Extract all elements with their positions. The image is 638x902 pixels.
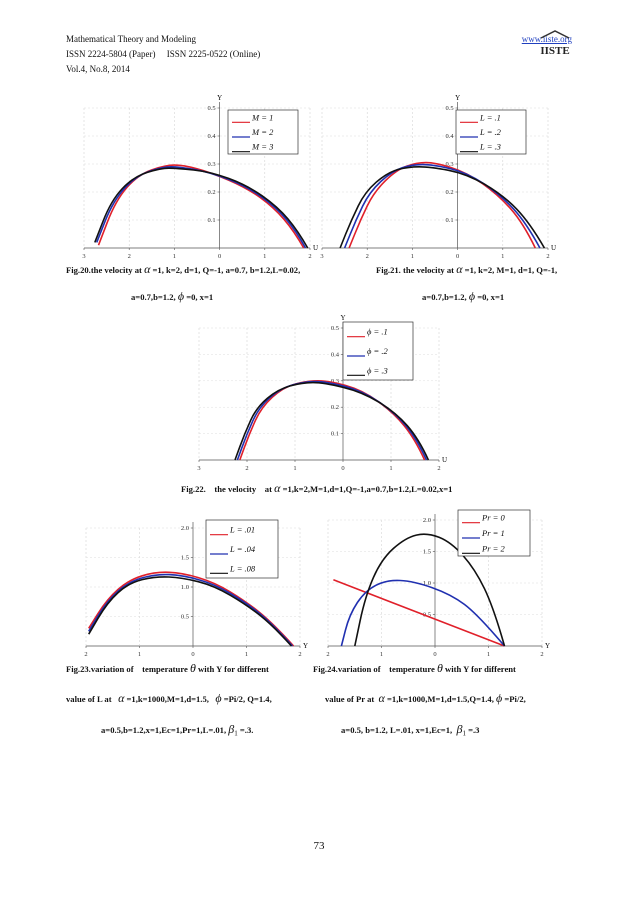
legend-label: L = .01 xyxy=(230,524,256,535)
y-tick-label: 0.3 xyxy=(330,377,339,385)
x-tick-label: 1 xyxy=(486,651,491,658)
caption-fig21-line2 xyxy=(422,291,504,303)
y-tick-label: 2.0 xyxy=(422,517,431,524)
x-tick-label: 0 xyxy=(191,651,195,658)
series-line xyxy=(89,572,294,646)
theta-symbol: θ xyxy=(436,661,443,675)
y-tick-label: 0.5 xyxy=(445,105,454,112)
y-tick-label: 0.4 xyxy=(207,133,216,140)
x-tick-label: 0 xyxy=(217,253,222,260)
series-line xyxy=(89,577,292,646)
x-tick-label: 1 xyxy=(172,253,177,260)
legend-label: Pr = 0 xyxy=(482,512,505,523)
x-tick-label: 0 xyxy=(455,253,460,260)
caption-fig23-rest: with Y for different xyxy=(198,664,269,674)
legend-label: Pr = 1 xyxy=(482,528,505,538)
caption-fig23-line2a: value of L at xyxy=(66,694,112,704)
x-tick-label: 3 xyxy=(82,253,86,260)
legend-label: L = .04 xyxy=(230,544,256,554)
caption-fig23-line3b: =.3. xyxy=(239,725,254,735)
y-tick-label: 0.5 xyxy=(330,325,339,332)
series-line xyxy=(240,381,425,460)
alpha-symbol: α xyxy=(456,262,463,276)
y-tick-label: 1.0 xyxy=(422,580,431,587)
legend-label: ϕ = .3 xyxy=(367,365,388,376)
caption-fig24-line2c: =Pi/2, xyxy=(504,694,526,704)
alpha-symbol: α xyxy=(144,262,151,276)
x-tick-label: 2 xyxy=(365,253,369,260)
legend-label: M = 2 xyxy=(252,127,274,137)
x-tick-label: 1 xyxy=(389,465,393,472)
caption-fig23-line2b: =1,k=1000,M=1,d=1.5, xyxy=(126,694,209,704)
x-tick-label: 2 xyxy=(326,651,330,658)
caption-fig22-params: =1,k=2,M=1,d=1,Q=-1,a=0.7,b=1.2,L=0.02,x=1 xyxy=(282,484,453,494)
caption-fig24-line2 xyxy=(325,693,526,705)
y-tick-label: 0.5 xyxy=(422,611,431,619)
y-tick-label: 0.4 xyxy=(330,351,339,359)
x-tick-label: 2 xyxy=(437,465,441,472)
x-tick-label: 2 xyxy=(540,651,544,658)
legend-label: ϕ = .2 xyxy=(367,346,388,356)
y-tick-label: 0.5 xyxy=(207,105,216,112)
x-tick-label: 2 xyxy=(298,651,302,658)
caption-fig21 xyxy=(376,264,557,276)
beta-symbol: β xyxy=(456,722,463,736)
page-number: 73 xyxy=(313,840,325,852)
y-tick-label: 0.1 xyxy=(445,217,454,224)
caption-fig21-line2b: =0, x=1 xyxy=(477,292,505,302)
x-tick-label: 2 xyxy=(127,253,131,260)
alpha-symbol: α xyxy=(118,691,125,705)
y-axis-label: Y xyxy=(217,94,223,102)
x-axis-label: U xyxy=(313,244,319,252)
series-line xyxy=(345,165,540,248)
x-tick-label: 1 xyxy=(293,465,297,472)
phi-symbol: ϕ xyxy=(496,691,503,705)
x-tick-label: 1 xyxy=(379,651,384,658)
caption-fig24-title: Fig.24.variation of temperature xyxy=(313,664,435,674)
phi-symbol: ϕ xyxy=(468,289,476,303)
series-line xyxy=(97,167,306,248)
chart-fig22 xyxy=(193,314,453,474)
caption-fig24-line3b: =.3 xyxy=(468,725,480,735)
chart-fig21 xyxy=(316,92,564,262)
beta-subscript: 1 xyxy=(462,729,466,738)
series-line xyxy=(89,575,293,646)
series-line xyxy=(333,580,504,646)
caption-fig23-line2c: =Pi/2, Q=1.4, xyxy=(223,694,272,704)
legend-label: Pr = 2 xyxy=(482,543,505,554)
theta-symbol: θ xyxy=(189,661,196,675)
beta-subscript: 1 xyxy=(234,729,238,738)
x-tick-label: 2 xyxy=(546,253,550,260)
phi-symbol: ϕ xyxy=(215,691,222,705)
x-tick-label: 2 xyxy=(84,651,88,658)
beta-symbol: β xyxy=(228,722,235,736)
caption-fig20 xyxy=(66,264,300,276)
y-tick-label: 1.5 xyxy=(422,548,431,556)
issn-line: ISSN 2224-5804 (Paper) ISSN 2225-0522 (Online) xyxy=(66,49,261,59)
caption-fig21-line2a: a=0.7,b=1.2, xyxy=(422,292,467,302)
y-tick-label: 1.0 xyxy=(180,584,189,591)
series-line xyxy=(349,163,535,248)
caption-fig22 xyxy=(181,483,452,495)
legend-label: L = .2 xyxy=(480,127,501,137)
caption-fig20-title: Fig.20.the velocity at xyxy=(66,265,142,275)
legend-label: M = 3 xyxy=(252,141,274,152)
y-tick-label: 0.2 xyxy=(330,404,339,412)
y-tick-label: 2.0 xyxy=(180,525,189,532)
y-tick-label: 0.4 xyxy=(445,133,454,140)
x-tick-label: 1 xyxy=(410,253,415,260)
x-tick-label: 1 xyxy=(263,253,267,260)
phi-symbol: ϕ xyxy=(177,289,185,303)
x-tick-label: 2 xyxy=(245,465,249,472)
caption-fig20-line2b: =0, x=1 xyxy=(186,292,214,302)
caption-fig23-line3 xyxy=(101,724,253,740)
y-tick-label: 0.1 xyxy=(330,430,339,438)
series-line xyxy=(237,382,426,460)
chart-fig24 xyxy=(320,508,560,658)
iiste-logo xyxy=(538,30,572,60)
y-tick-label: 0.5 xyxy=(180,613,189,621)
chart-fig23 xyxy=(78,518,318,658)
caption-fig24 xyxy=(313,663,516,675)
y-axis-label: Y xyxy=(455,94,461,102)
x-axis-label: Y xyxy=(545,642,551,650)
x-tick-label: 3 xyxy=(320,253,324,260)
x-tick-label: 1 xyxy=(137,651,142,658)
caption-fig24-line2b: =1,k=1000,M=1,d=1.5,Q=1.4, xyxy=(387,694,494,704)
journal-title: Mathematical Theory and Modeling xyxy=(66,34,197,44)
legend-label: M = 1 xyxy=(252,112,274,123)
x-tick-label: 3 xyxy=(197,465,201,472)
caption-fig20-params: =1, k=2, d=1, Q=-1, a=0.7, b=1.2,L=0.02, xyxy=(152,265,301,275)
caption-fig21-params: =1, k=2, M=1, d=1, Q=-1, xyxy=(464,265,558,275)
legend-label: ϕ = .1 xyxy=(367,326,388,337)
y-tick-label: 0.2 xyxy=(207,189,216,196)
x-axis-label: U xyxy=(551,244,557,252)
legend-label: L = .08 xyxy=(230,563,256,574)
caption-fig24-line3 xyxy=(341,724,479,740)
caption-fig20-line2 xyxy=(131,291,213,303)
alpha-symbol: α xyxy=(378,691,385,705)
y-tick-label: 1.5 xyxy=(180,554,189,562)
y-tick-label: 0.2 xyxy=(445,189,454,196)
caption-fig23-line3a: a=0.5,b=1.2,x=1,Ec=1,Pr=1,L=.01, xyxy=(101,725,227,735)
journal-url[interactable]: www.iiste.org xyxy=(521,34,572,44)
caption-fig24-rest: with Y for different xyxy=(445,664,516,674)
y-tick-label: 0.3 xyxy=(207,161,216,168)
x-axis-label: Y xyxy=(303,642,309,650)
caption-fig23-line2 xyxy=(66,693,272,705)
caption-fig21-title: Fig.21. the velocity at xyxy=(376,265,455,275)
y-axis-label: Y xyxy=(340,314,346,322)
x-tick-label: 2 xyxy=(308,253,312,260)
x-tick-label: 1 xyxy=(244,651,249,658)
chart-fig20 xyxy=(78,92,326,262)
y-tick-label: 0.1 xyxy=(207,217,216,224)
caption-fig23 xyxy=(66,663,269,675)
caption-fig23-title: Fig.23.variation of temperature xyxy=(66,664,188,674)
caption-fig24-line3a: a=0.5, b=1.2, L=.01, x=1,Ec=1, xyxy=(341,725,453,735)
x-tick-label: 1 xyxy=(501,253,505,260)
x-tick-label: 0 xyxy=(433,651,437,658)
caption-fig20-line2a: a=0.7,b=1.2, xyxy=(131,292,176,302)
caption-fig22-title: Fig.22. the velocity at xyxy=(181,484,272,494)
series-line xyxy=(340,167,544,248)
x-tick-label: 0 xyxy=(341,465,345,472)
caption-fig24-line2a: value of Pr at xyxy=(325,694,375,704)
logo-text: IISTE xyxy=(540,45,570,57)
alpha-symbol: α xyxy=(274,481,281,495)
legend-label: L = .1 xyxy=(480,112,501,123)
legend-label: L = .3 xyxy=(480,141,501,152)
volume-line: Vol.4, No.8, 2014 xyxy=(66,64,130,74)
x-axis-label: U xyxy=(442,456,448,464)
y-tick-label: 0.3 xyxy=(445,161,454,168)
